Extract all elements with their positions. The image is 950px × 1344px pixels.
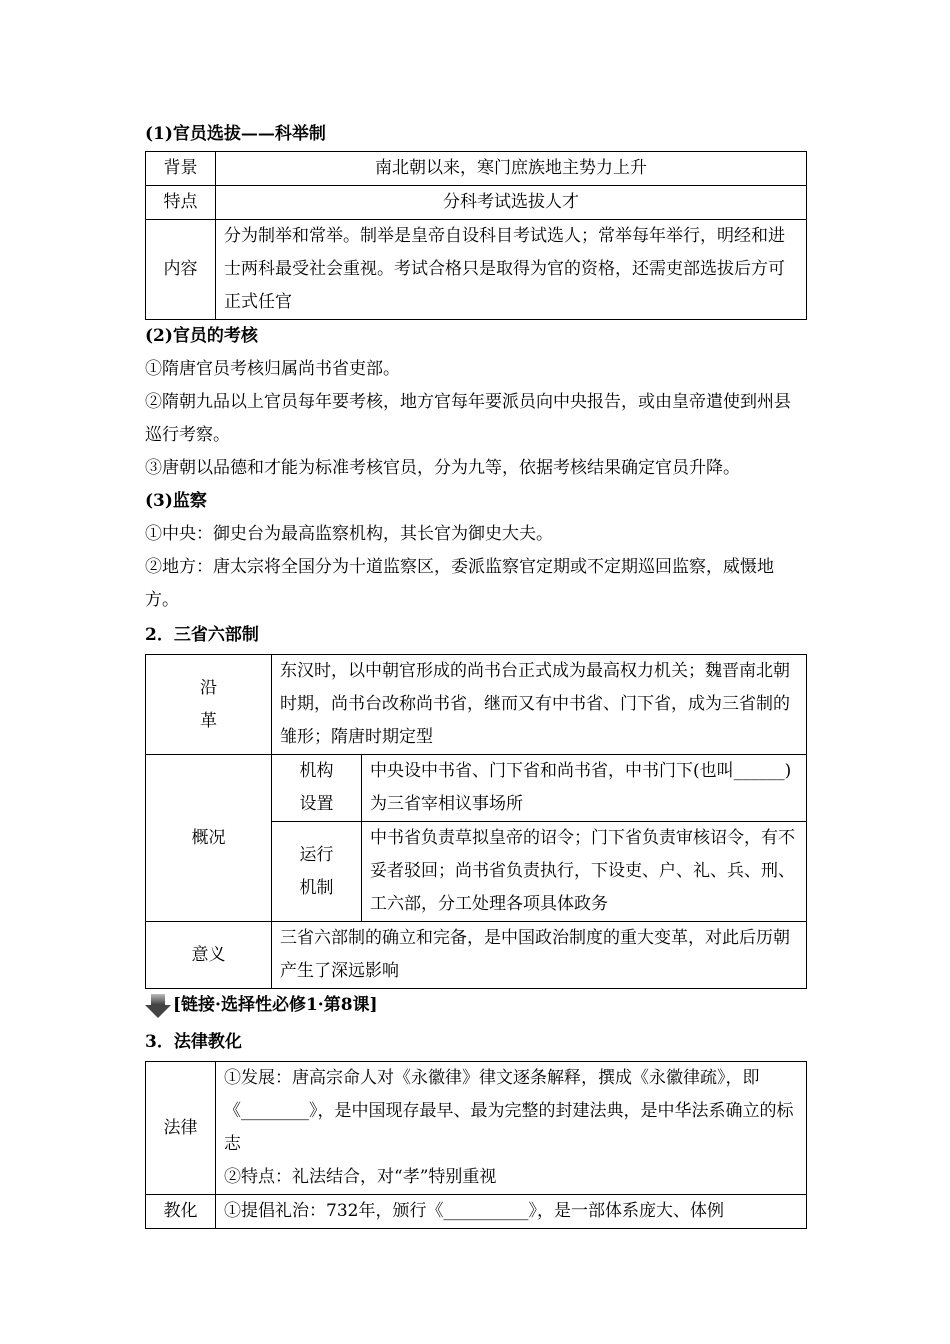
table-row (146, 655, 807, 755)
row-content: 分为制举和常举。制举是皇帝自设科目考试选人；常举每年举行，明经和进士两科最受社会重视。考试合格只是取得为官的资格，还需吏部选拔后方可正式任官 (216, 220, 807, 320)
text-span: 》，是中国现存最早、最为完整的封建法典，是中华法系确立的标志 (224, 1101, 794, 1154)
row-content: 南北朝以来，寒门庶族地主势力上升 (216, 152, 807, 186)
down-arrow-icon (145, 994, 171, 1018)
blank: __________ (443, 1201, 529, 1221)
row-label: 法律 (146, 1062, 216, 1195)
table-row (146, 1062, 807, 1195)
row-content: 东汉时，以中朝官形成的尚书台正式成为最高权力机关；魏晋南北朝时期，尚书台改称尚书省，继而又有中书省、门下省，成为三省制的雏形；隋唐时期定型 (272, 655, 807, 755)
law-point: ②特点：礼法结合，对“孝”特别重视 (224, 1167, 497, 1187)
label-line: 机制 (299, 877, 334, 898)
list-item: ②地方：唐太宗将全国分为十道监察区，委派监察官定期或不定期巡回监察，威慑地方。 (145, 557, 774, 610)
text-span: 》，是一部体系庞大、体例 (528, 1201, 724, 1221)
row-content: 中书省负责草拟皇帝的诏令；门下省负责审核诏令，有不妥者驳回；尚书省负责执行，下设吏、户、礼、兵、刑、工六部，分工处理各项具体政务 (362, 822, 807, 922)
text-span: ①提倡礼治：732年，颁行《 (224, 1201, 444, 1221)
link-note (145, 989, 807, 1022)
label-line: 运行 (299, 844, 334, 865)
list-item: ②隋朝九品以上官员每年要考核，地方官每年要派员向中央报告，或由皇帝遣使到州县巡行考察。 (145, 392, 791, 445)
row-label (146, 655, 272, 755)
label-line: 机构 (299, 761, 334, 781)
law-point (224, 1062, 798, 1161)
row-label: 概况 (146, 755, 272, 922)
table-row (146, 220, 807, 320)
blank: ______ (733, 761, 785, 781)
section-heading: (1)官员选拔——科举制 (145, 124, 326, 144)
text-span: 中央设中书省、门下省和尚书省，中书门下(也叫 (370, 761, 734, 781)
section-heading: (3)监察 (145, 491, 207, 511)
section-heading: 3．法律教化 (145, 1032, 242, 1052)
table-row (146, 152, 807, 186)
row-content: 三省六部制的确立和完备，是中国政治制度的重大变革，对此后历朝产生了深远影响 (272, 922, 807, 989)
label-line: 沿 (200, 677, 217, 698)
row-content (362, 755, 807, 822)
row-label: 内容 (146, 220, 216, 320)
table-row (146, 1195, 807, 1229)
sub-label (272, 822, 362, 922)
row-content (216, 1195, 807, 1229)
table-row (146, 755, 807, 822)
exam-system-table (145, 151, 807, 320)
row-content: 分科考试选拔人才 (216, 186, 807, 220)
list-item: ③唐朝以品德和才能为标准考核官员，分为九等，依据考核结果确定官员升降。 (145, 458, 740, 478)
sub-label (272, 755, 362, 822)
row-label: 意义 (146, 922, 272, 989)
three-departments-table (145, 654, 807, 989)
section-heading: (2)官员的考核 (145, 326, 258, 346)
link-text: [链接·选择性必修1·第8课] (173, 995, 378, 1015)
row-content (216, 1062, 807, 1195)
law-education-table (145, 1061, 807, 1229)
row-label: 背景 (146, 152, 216, 186)
list-item: ①隋唐官员考核归属尚书省吏部。 (145, 359, 400, 379)
label-line: 设置 (299, 794, 334, 814)
text-span: ①发展：唐高宗命人对《永徽律》律文逐条解释，撰成《永徽律疏》，即《 (224, 1068, 760, 1121)
page-content (145, 118, 807, 1229)
text-span: )为三省宰相议事场所 (370, 761, 792, 814)
table-row (146, 922, 807, 989)
table-row (146, 186, 807, 220)
list-item: ①中央：御史台为最高监察机构，其长官为御史大夫。 (145, 524, 553, 544)
section-heading: 2．三省六部制 (145, 625, 259, 645)
blank: ________ (241, 1101, 309, 1121)
label-line: 革 (200, 710, 217, 731)
row-label: 教化 (146, 1195, 216, 1229)
row-label: 特点 (146, 186, 216, 220)
